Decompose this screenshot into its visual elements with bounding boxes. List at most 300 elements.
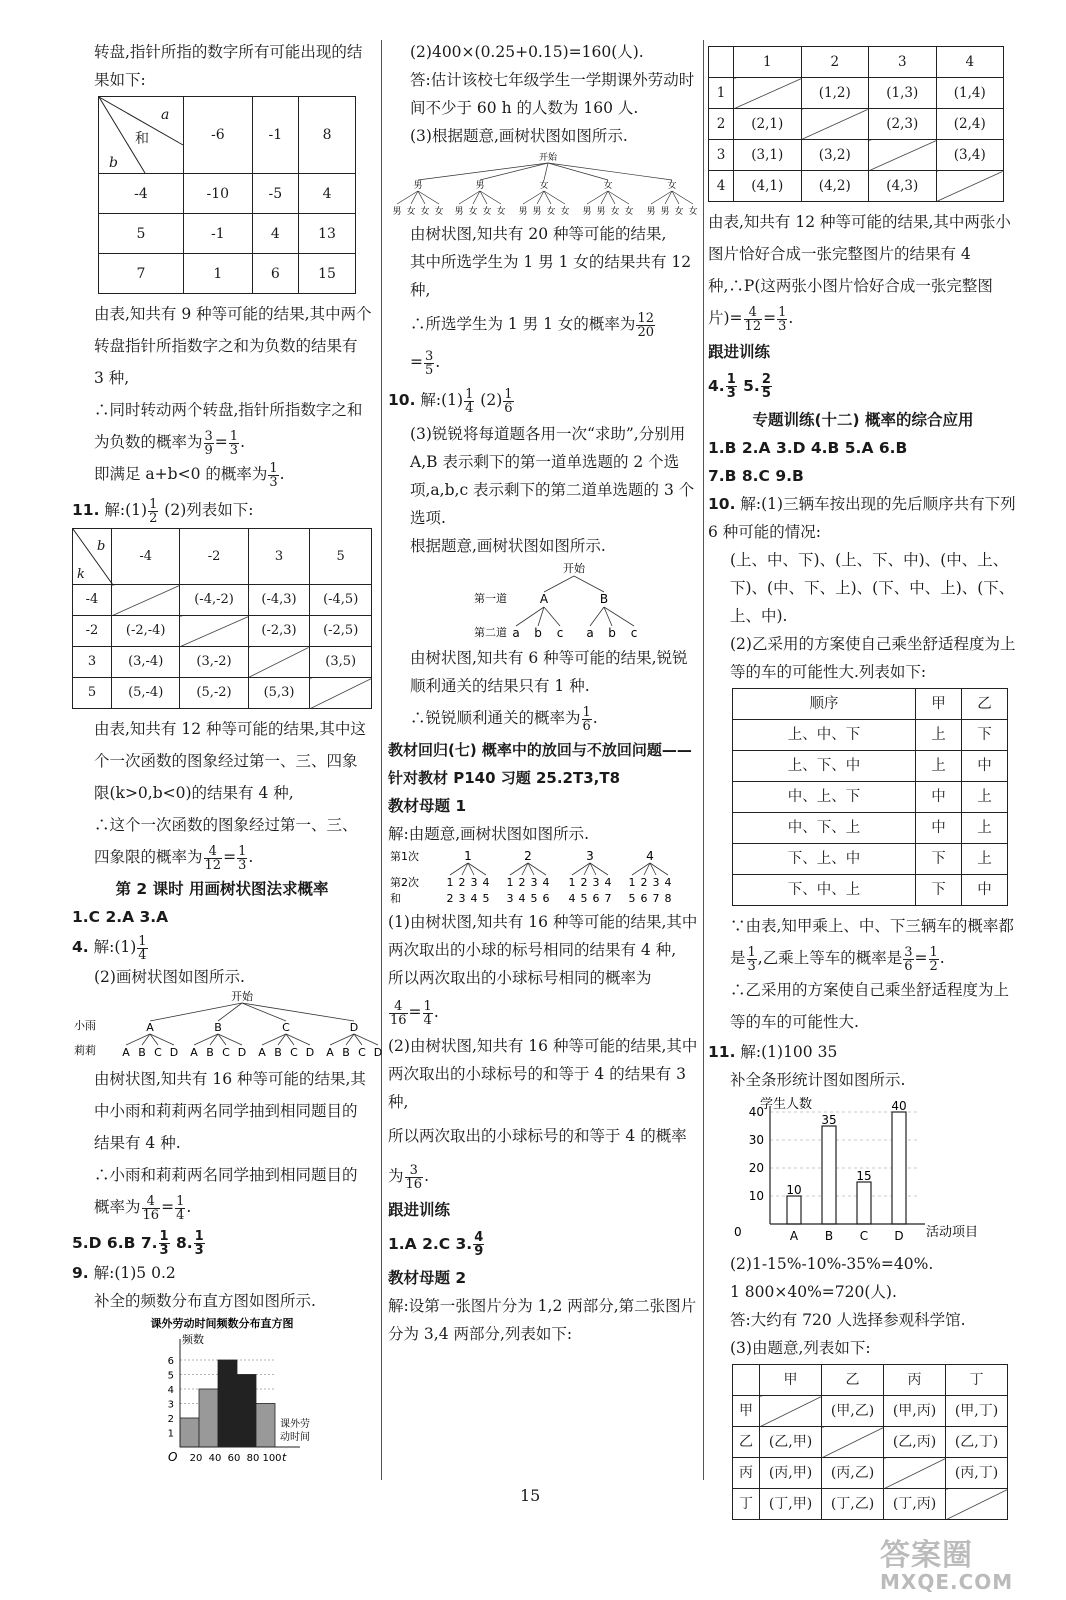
fraction: $\frac{1}{3}$ (229, 428, 239, 458)
subsection-title: 跟进训练 (708, 343, 771, 361)
cell: (甲,丙) (884, 1396, 946, 1427)
tree-node: 3 (586, 849, 594, 863)
cell: (丙,乙) (822, 1458, 884, 1489)
row-header: 2 (709, 109, 734, 140)
lesson-title: 第 2 课时 用画树状图法求概率 (115, 880, 329, 898)
cell: (4,1) (734, 171, 802, 202)
tree-node: C (290, 1046, 298, 1059)
cell: (乙,丁) (946, 1427, 1008, 1458)
cell: (2,3) (869, 109, 937, 140)
table-corner (709, 47, 734, 78)
tree-node: 女 (539, 181, 549, 191)
diagonal-cell (946, 1489, 1008, 1520)
fraction: $\frac{1}{3}$ (269, 460, 278, 490)
tree-node: 女 (667, 181, 677, 191)
cell: 中 (915, 782, 961, 813)
cell: 上 (961, 844, 1007, 875)
cell: 上 (915, 751, 961, 782)
text: ∴所选学生为 1 男 1 女的概率为 $\frac{12}{20}$ (410, 310, 654, 340)
answers: 5.D 6.B 7. $\frac{1}{3}$ 8. $\frac{1}{3}$ (72, 1229, 204, 1258)
tree-node: B (599, 592, 609, 606)
tree-node: C (358, 1046, 366, 1059)
tree-sum: 4 (470, 892, 478, 905)
cell: 中 (915, 813, 961, 844)
header-cell: -6 (184, 97, 253, 174)
diagonal-cell (801, 109, 869, 140)
text: 由表,知共有 12 种等可能的结果,其中这个一次函数的图象经过第一、三、四象限(k>0,b<0)的结果有 4 种, (94, 720, 366, 802)
tree-sum: 7 (652, 892, 660, 905)
fraction: $\frac{3}{6}$ (904, 944, 913, 974)
tree-branch (574, 576, 604, 592)
row-header: -4 (73, 585, 112, 616)
tree-node: 3 (470, 876, 478, 889)
tree-node: 男 (582, 207, 592, 217)
corner-label: 和 (135, 131, 149, 147)
y-tick-label: 40 (748, 1105, 764, 1119)
tree-row-label: 第二道 (474, 626, 507, 639)
chart-ylabel: 学生人数 (760, 1097, 813, 1112)
cell: (-4,5) (310, 585, 372, 616)
bar-value-label: 15 (856, 1169, 872, 1183)
text: 由表,知共有 9 种等可能的结果,其中两个转盘指针所指数字之和为负数的结果有 3 种, (94, 305, 372, 387)
cell: (丁,甲) (760, 1489, 822, 1520)
fraction: $\frac{1}{3}$ (194, 1229, 204, 1258)
text: 补全的频数分布直方图如图所示. (94, 1292, 316, 1310)
row-header: 5 (73, 678, 112, 709)
tree-row-label: 莉莉 (74, 1044, 96, 1057)
cell: 下 (915, 875, 961, 906)
tree-branch (538, 607, 544, 626)
row-header: 甲 (733, 1396, 760, 1427)
tree-branch (544, 576, 574, 592)
row-header: 3 (73, 647, 112, 678)
cell: (丙,甲) (760, 1458, 822, 1489)
answers: 1.C 2.A 3.A (72, 908, 169, 926)
x-tick-label: A (789, 1229, 799, 1243)
cell: 上、中、下 (733, 720, 916, 751)
tree-row-label: 小雨 (74, 1019, 96, 1032)
answers: 1.A 2.C 3. $\frac{4}{9}$ (388, 1230, 484, 1259)
row-header: 乙 (733, 1427, 760, 1458)
tree-row-label: 第1次 (390, 850, 419, 863)
tree-branch (418, 163, 548, 180)
x-tick-label: 20 (189, 1453, 203, 1464)
tree-branch (516, 607, 544, 626)
tree-node: 男 (646, 207, 656, 217)
fraction: $\frac{1}{2}$ (149, 496, 158, 526)
cell: (3,1) (734, 140, 802, 171)
fraction: $\frac{3}{5}$ (425, 348, 434, 378)
cell: (3,-2) (180, 647, 248, 678)
tree-node: 女 (496, 207, 506, 217)
fraction: $\frac{1}{3}$ (747, 944, 756, 974)
chart-xlabel: 动时间 (280, 1432, 310, 1443)
cell: (5,-4) (112, 678, 180, 709)
chart-xlabel: 活动项目 (926, 1225, 979, 1240)
tree-diagram-3 (388, 560, 700, 644)
cell: (3,5) (310, 647, 372, 678)
chart-xlabel: 课外劳 (280, 1419, 310, 1430)
header-cell: 8 (299, 97, 356, 174)
tree-node: 男 (518, 207, 528, 217)
tree-node: 女 (434, 207, 444, 217)
tree-branch (604, 607, 634, 626)
cell: 上 (961, 782, 1007, 813)
bar (857, 1182, 871, 1224)
cell: 中 (961, 875, 1007, 906)
text: (2)画树状图如图所示. (94, 968, 245, 986)
diagonal-cell (869, 140, 937, 171)
question-9: 9. 解:(1)5 0.2 (72, 1264, 176, 1282)
tree-root: 开始 (538, 153, 558, 163)
cell: 上、下、中 (733, 751, 916, 782)
tree-node: 1 (506, 876, 514, 889)
histogram-bar (199, 1389, 218, 1447)
tree-node: 男 (532, 207, 542, 217)
tree-node: A (190, 1046, 198, 1059)
fraction: $\frac{4}{16}$ (390, 998, 407, 1028)
tree-node: a (512, 626, 520, 640)
column-2 (388, 38, 700, 1348)
cell: 中、上、下 (733, 782, 916, 813)
text: (2)乙采用的方案使自己乘坐舒适程度为上等的车的可能性大.列表如下: (730, 635, 1016, 681)
tree-sum: 3 (506, 892, 514, 905)
row-header: 丁 (733, 1489, 760, 1520)
fraction: $\frac{1}{3}$ (159, 1229, 169, 1258)
tree-sum: 6 (542, 892, 550, 905)
text: 由树状图,知共有 20 种等可能的结果, (410, 225, 667, 243)
cell: 下、上、中 (733, 844, 916, 875)
tree-branch (548, 163, 672, 180)
tree-node: A (258, 1046, 266, 1059)
tree-node: 4 (646, 849, 654, 863)
text: (上、中、下)、(上、下、中)、(中、上、下)、(中、下、上)、(下、中、上)、(下、上、中). (730, 551, 1015, 625)
text: 补全条形统计图如图所示. (730, 1071, 906, 1089)
histogram-bar (256, 1404, 275, 1448)
tree-node: 2 (518, 876, 526, 889)
cell: (5,-2) (180, 678, 248, 709)
tree-sum: 8 (664, 892, 672, 905)
tree-branch (590, 607, 604, 626)
question-10: 10. 解:(1)三辆车按出现的先后顺序共有下列 6 种可能的情况: (708, 495, 1016, 541)
y-tick-label: 6 (167, 1356, 174, 1367)
answers: 4. $\frac{1}{3}$ 5. $\frac{2}{5}$ (708, 372, 771, 401)
cell: 下 (961, 720, 1007, 751)
y-tick-label: 5 (167, 1370, 174, 1382)
question-11: 11. 解:(1)100 35 (708, 1043, 838, 1061)
cell: 下 (915, 844, 961, 875)
tree-node: a (586, 626, 594, 640)
tree-node: B (138, 1046, 146, 1059)
text: 由树状图,知共有 6 种等可能的结果,锐锐顺利通关的结果只有 1 种. (410, 649, 688, 695)
cell: (甲,丁) (946, 1396, 1008, 1427)
tree-sum: 2 (446, 892, 454, 905)
bar (822, 1126, 836, 1224)
histogram-bar (237, 1375, 256, 1448)
fraction: $\frac{1}{2}$ (929, 944, 938, 974)
text: ∴乙采用的方案使自己乘坐舒适程度为上等的车的可能性大. (730, 981, 1010, 1031)
cell: (3,2) (801, 140, 869, 171)
tree-branch (242, 1003, 354, 1021)
cell: (-4,-2) (180, 585, 248, 616)
fraction: $\frac{1}{3}$ (726, 372, 736, 401)
tree-node: 男 (660, 207, 670, 217)
tree-node: 女 (674, 207, 684, 217)
subsection-title: 教材母题 1 (388, 797, 467, 815)
row-header: 4 (709, 171, 734, 202)
tree-node: 女 (420, 207, 430, 217)
tree-node: B (274, 1046, 282, 1059)
header-cell: 乙 (961, 689, 1007, 720)
question-11: 11. 解:(1) $\frac{1}{2}$ (2)列表如下: (72, 496, 254, 526)
tree-node: 3 (592, 876, 600, 889)
tree-node: 女 (624, 207, 634, 217)
tree-diagram-2 (388, 150, 700, 220)
tree-root: 开始 (231, 990, 253, 1003)
text: (1)由树状图,知共有 16 种等可能的结果,其中两次取出的小球的标号相同的结果有 4 种, (388, 913, 698, 959)
tree-node: B (214, 1021, 222, 1034)
fraction: $\frac{1}{3}$ (238, 843, 247, 873)
tree-node: 女 (560, 207, 570, 217)
cell: -5 (252, 174, 298, 214)
text: 1 800×40%=720(人). (730, 1283, 897, 1301)
tree-node: 4 (604, 876, 612, 889)
tree-node: 男 (596, 207, 606, 217)
fraction: $\frac{3}{16}$ (405, 1162, 423, 1192)
tree-sum: 5 (580, 892, 588, 905)
text: 所以两次取出的小球标号相同的概率为 (388, 969, 652, 987)
table-corner (99, 97, 184, 174)
bar (892, 1112, 906, 1224)
text: 由树状图,知共有 16 种等可能的结果,其中小雨和莉莉两名同学抽到相同题目的结果有 4 种. (94, 1070, 366, 1152)
text: (3)锐锐将每道题各用一次“求助”,分别用 A,B 表示剩下的第一道单选题的 2 个选项,a,b,c 表示剩下的第二道单选题的 3 个选项. (410, 425, 695, 527)
tree-node: A (326, 1046, 334, 1059)
watermark-logo: 答案圈 MXQE.COM (880, 1538, 1014, 1594)
diagonal-cell (112, 585, 180, 616)
tree-diagram-1 (72, 989, 383, 1063)
header-cell: 2 (801, 47, 869, 78)
corner-label: a (161, 107, 170, 123)
tree-branch (480, 163, 548, 180)
tree-node: 2 (640, 876, 648, 889)
tree-node: c (556, 626, 564, 640)
tree-branch (548, 163, 608, 180)
tree-node: 4 (482, 876, 490, 889)
text: (3)由题意,列表如下: (730, 1339, 871, 1357)
cell: (-2,5) (310, 616, 372, 647)
fraction: $\frac{4}{16}$ (142, 1193, 160, 1223)
text: $\frac{4}{16}$ = $\frac{1}{4}$ . (390, 998, 439, 1028)
sum-table (98, 96, 356, 294)
diagonal-cell (734, 78, 802, 109)
fraction: $\frac{4}{9}$ (474, 1230, 484, 1259)
tree-node: 女 (610, 207, 620, 217)
kb-table (72, 528, 372, 709)
tree-node: 女 (603, 181, 613, 191)
text: 即满足 a+b<0 的概率为 $\frac{1}{3}$ . (94, 460, 285, 490)
question-4: 4. 解:(1) $\frac{1}{4}$ (72, 933, 147, 963)
fraction: $\frac{2}{5}$ (761, 372, 771, 401)
tree-node: 3 (530, 876, 538, 889)
row-header: 1 (709, 78, 734, 109)
corner-label: k (77, 567, 85, 582)
tree-sum: 4 (518, 892, 526, 905)
tree-branch (544, 163, 548, 180)
cell: 4 (252, 214, 298, 254)
row-header: 5 (99, 214, 184, 254)
tree-node: 2 (524, 849, 532, 863)
table-corner (733, 1365, 760, 1396)
text: 其中所选学生为 1 男 1 女的结果共有 12 种, (410, 253, 692, 299)
diagonal-cell (936, 171, 1004, 202)
row-header: 7 (99, 254, 184, 294)
tree-node: C (282, 1021, 290, 1034)
question-10: 10. 解:(1) $\frac{1}{4}$ (2) $\frac{1}{6}$ (388, 386, 513, 416)
tree-diagram-4 (388, 848, 700, 908)
header-cell: 顺序 (733, 689, 916, 720)
cell: (1,4) (936, 78, 1004, 109)
subsection-title: 教材母题 2 (388, 1269, 467, 1287)
tree-sum: 6 (592, 892, 600, 905)
fraction: $\frac{1}{4}$ (465, 386, 474, 416)
column-1 (72, 38, 383, 1465)
fraction: $\frac{1}{6}$ (582, 704, 591, 734)
text: ∴同时转动两个转盘,指针所指数字之和为负数的概率为 $\frac{3}{9}$ = $\frac{1}{3}$ . (94, 401, 363, 458)
cell: -10 (184, 174, 253, 214)
tree-node: D (373, 1046, 383, 1059)
text: 答:大约有 720 人选择参观科学馆. (730, 1311, 966, 1329)
tree-node: 男 (475, 181, 485, 191)
text: (2)400×(0.25+0.15)=160(人). (410, 43, 644, 61)
fraction: $\frac{1}{3}$ (778, 304, 787, 334)
text: 由表,知共有 12 种等可能的结果,其中两张小图片恰好合成一张完整图片的结果有 4 种,∴P(这两张小图片恰好合成一张完整图片)= $\frac{4}{12}$ = $\frac{1}{3}$ . (708, 213, 1011, 334)
chart-origin: O (168, 1450, 178, 1464)
page-number: 15 (520, 1486, 541, 1505)
row-header: -2 (73, 616, 112, 647)
tree-node: A (146, 1021, 154, 1034)
cell: (丁,丙) (884, 1489, 946, 1520)
text: 所以两次取出的小球标号的和等于 4 的概率为 $\frac{3}{16}$ . (388, 1127, 687, 1192)
cell: (3,-4) (112, 647, 180, 678)
tree-row-label: 和 (390, 892, 401, 905)
header-cell: 丙 (884, 1365, 946, 1396)
tree-node: A (122, 1046, 130, 1059)
tree-branch (544, 607, 560, 626)
chart-title: 课外劳动时间频数分布直方图 (150, 1317, 294, 1330)
tree-sum: 4 (568, 892, 576, 905)
tree-node: 1 (464, 849, 472, 863)
cell: (-4,3) (248, 585, 310, 616)
cell: (5,3) (248, 678, 310, 709)
bar-value-label: 35 (821, 1113, 837, 1127)
cell: 中、下、上 (733, 813, 916, 844)
tree-node: A (539, 592, 549, 606)
tree-sum: 7 (604, 892, 612, 905)
header-cell: 3 (248, 529, 310, 585)
tree-node: 1 (628, 876, 636, 889)
header-cell: 4 (936, 47, 1004, 78)
row-header: -4 (99, 174, 184, 214)
cell: -1 (184, 214, 253, 254)
cell: 上 (961, 813, 1007, 844)
cell: (3,4) (936, 140, 1004, 171)
y-tick-label: 3 (167, 1399, 174, 1411)
tree-row-label: 第一道 (474, 592, 507, 605)
tree-node: c (630, 626, 638, 640)
corner-label: b (97, 539, 106, 554)
text: 答:估计该校七年级学生一学期课外劳动时间不少于 60 h 的人数为 160 人. (410, 71, 695, 117)
tree-node: 3 (652, 876, 660, 889)
bar-value-label: 40 (891, 1099, 907, 1113)
text: (2)由树状图,知共有 16 种等可能的结果,其中两次取出的小球标号的和等于 4 的结果有 3 种, (388, 1037, 698, 1111)
y-tick-label: 2 (167, 1414, 174, 1425)
tree-node: 男 (454, 207, 464, 217)
column-3 (708, 46, 1018, 1524)
tree-node: 2 (580, 876, 588, 889)
cell: (乙,丙) (884, 1427, 946, 1458)
tree-node: D (305, 1046, 315, 1059)
diagonal-cell (248, 647, 310, 678)
tree-node: 1 (568, 876, 576, 889)
histogram-bar (180, 1418, 199, 1447)
fraction: $\frac{12}{20}$ (637, 310, 654, 340)
tree-node: b (608, 626, 616, 640)
cell: 中 (961, 751, 1007, 782)
header-cell: 甲 (760, 1365, 822, 1396)
diagonal-cell (884, 1458, 946, 1489)
tree-node: 4 (664, 876, 672, 889)
header-cell: 3 (869, 47, 937, 78)
text: ∵由表,知甲乘上、中、下三辆车的概率都是 $\frac{1}{3}$ ,乙乘上等车的概率是 $\frac{3}{6}$ = $\frac{1}{2}$ . (730, 917, 1014, 974)
tree-node: 1 (446, 876, 454, 889)
tree-root: 开始 (563, 562, 585, 575)
answers: 1.B 2.A 3.D 4.B 5.A 6.B (708, 439, 908, 457)
car-table (732, 688, 1008, 906)
y-tick-label: 30 (748, 1133, 764, 1147)
cell: (丁,乙) (822, 1489, 884, 1520)
cell: (丙,丁) (946, 1458, 1008, 1489)
x-tick-label: C (859, 1229, 869, 1243)
tree-node: C (154, 1046, 162, 1059)
fraction: $\frac{1}{4}$ (138, 933, 147, 963)
section-title: 专题训练(十二) 概率的综合应用 (752, 411, 974, 429)
y-tick-label: 10 (748, 1189, 764, 1203)
cell: 15 (299, 254, 356, 294)
cell: 13 (299, 214, 356, 254)
bar-value-label: 10 (786, 1183, 802, 1197)
tree-node: D (169, 1046, 179, 1059)
tree-node: 男 (413, 181, 423, 191)
tree-node: B (342, 1046, 350, 1059)
histogram-bar (218, 1360, 237, 1447)
column-divider (703, 40, 704, 1480)
table-corner (73, 529, 112, 585)
text: ∴小雨和莉莉两名同学抽到相同题目的概率为 $\frac{4}{16}$ = $\frac{1}{4}$ . (94, 1166, 358, 1223)
header-cell: -1 (252, 97, 298, 174)
tree-node: 男 (392, 207, 402, 217)
picture-table (708, 46, 1004, 202)
tree-node: 女 (546, 207, 556, 217)
fraction: $\frac{3}{9}$ (204, 428, 213, 458)
text: 根据题意,画树状图如图所示. (410, 537, 606, 555)
cell: (甲,乙) (822, 1396, 884, 1427)
header-cell: 乙 (822, 1365, 884, 1396)
row-header: 3 (709, 140, 734, 171)
diagonal-cell (180, 616, 248, 647)
cell: (乙,甲) (760, 1427, 822, 1458)
text: ∴锐锐顺利通关的概率为 $\frac{1}{6}$ . (410, 704, 598, 734)
cell: (1,3) (869, 78, 937, 109)
